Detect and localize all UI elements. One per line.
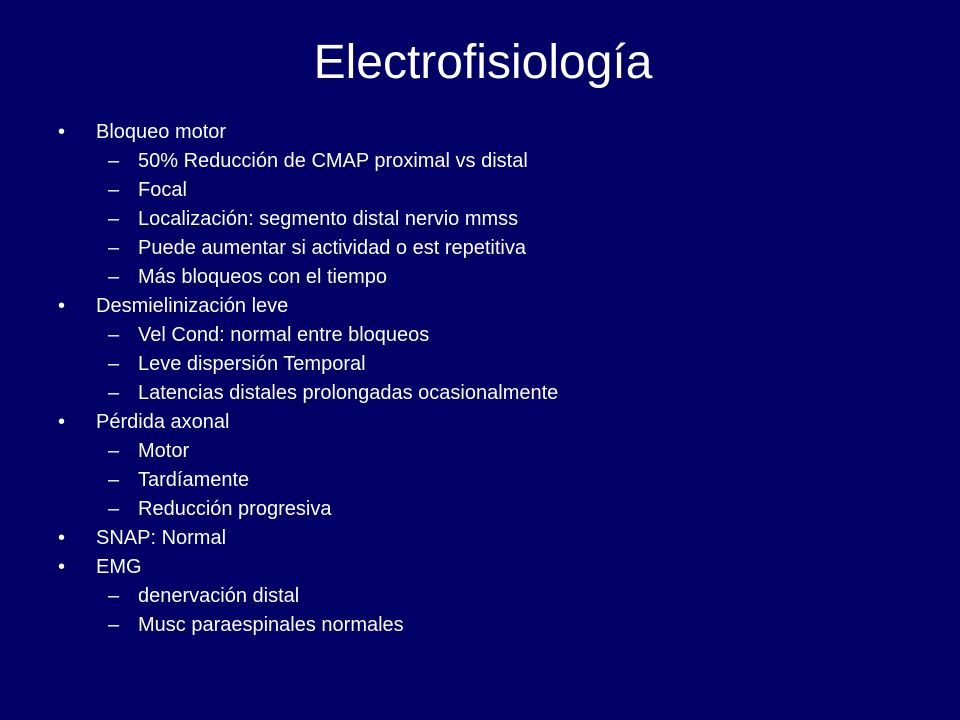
dash-marker: – xyxy=(108,179,120,201)
sub-bullet-item xyxy=(0,147,960,176)
sub-bullet-item xyxy=(0,176,960,205)
dash-marker: – xyxy=(108,324,120,346)
bullet-list xyxy=(0,118,960,640)
dash-marker: – xyxy=(108,585,120,607)
sub-bullet-item xyxy=(0,466,960,495)
bullet-marker: • xyxy=(58,556,66,578)
item-text: EMG xyxy=(96,556,142,578)
item-text: Focal xyxy=(138,179,187,201)
dash-marker: – xyxy=(108,208,120,230)
item-text: SNAP: Normal xyxy=(96,527,227,549)
item-text: Puede aumentar si actividad o est repetitiva xyxy=(138,237,526,259)
bullet-marker: • xyxy=(58,411,66,433)
dash-marker: – xyxy=(108,353,120,375)
dash-marker: – xyxy=(108,440,120,462)
sub-bullet-item xyxy=(0,234,960,263)
item-text: Motor xyxy=(138,440,190,462)
item-text: Vel Cond: normal entre bloqueos xyxy=(138,324,430,346)
item-text: Más bloqueos con el tiempo xyxy=(138,266,388,288)
item-text: Reducción progresiva xyxy=(138,498,332,520)
sub-bullet-item xyxy=(0,582,960,611)
bullet-marker: • xyxy=(58,527,66,549)
dash-marker: – xyxy=(108,498,120,520)
sub-bullet-item xyxy=(0,321,960,350)
sub-bullet-item xyxy=(0,263,960,292)
item-text: Bloqueo motor xyxy=(96,121,227,143)
bullet-item xyxy=(0,292,960,321)
dash-marker: – xyxy=(108,150,120,172)
item-text: 50% Reducción de CMAP proximal vs distal xyxy=(138,150,528,172)
sub-bullet-item xyxy=(0,437,960,466)
dash-marker: – xyxy=(108,266,120,288)
bullet-item xyxy=(0,408,960,437)
dash-marker: – xyxy=(108,469,120,491)
item-text: Musc paraespinales normales xyxy=(138,614,404,636)
item-text: Tardíamente xyxy=(138,469,250,491)
item-text: denervación distal xyxy=(138,585,300,607)
bullet-item xyxy=(0,118,960,147)
sub-bullet-item xyxy=(0,495,960,524)
item-text: Leve dispersión Temporal xyxy=(138,353,366,375)
sub-bullet-item xyxy=(0,379,960,408)
bullet-item xyxy=(0,524,960,553)
item-text: Localización: segmento distal nervio mmss xyxy=(138,208,519,230)
dash-marker: – xyxy=(108,237,120,259)
slide-title: Electrofisiología xyxy=(313,36,653,89)
dash-marker: – xyxy=(108,614,120,636)
dash-marker: – xyxy=(108,382,120,404)
sub-bullet-item xyxy=(0,350,960,379)
bullet-item xyxy=(0,553,960,582)
bullet-marker: • xyxy=(58,121,66,143)
item-text: Pérdida axonal xyxy=(96,411,230,433)
bullet-marker: • xyxy=(58,295,66,317)
sub-bullet-item xyxy=(0,611,960,640)
item-text: Desmielinización leve xyxy=(96,295,289,317)
sub-bullet-item xyxy=(0,205,960,234)
item-text: Latencias distales prolongadas ocasionalmente xyxy=(138,382,559,404)
